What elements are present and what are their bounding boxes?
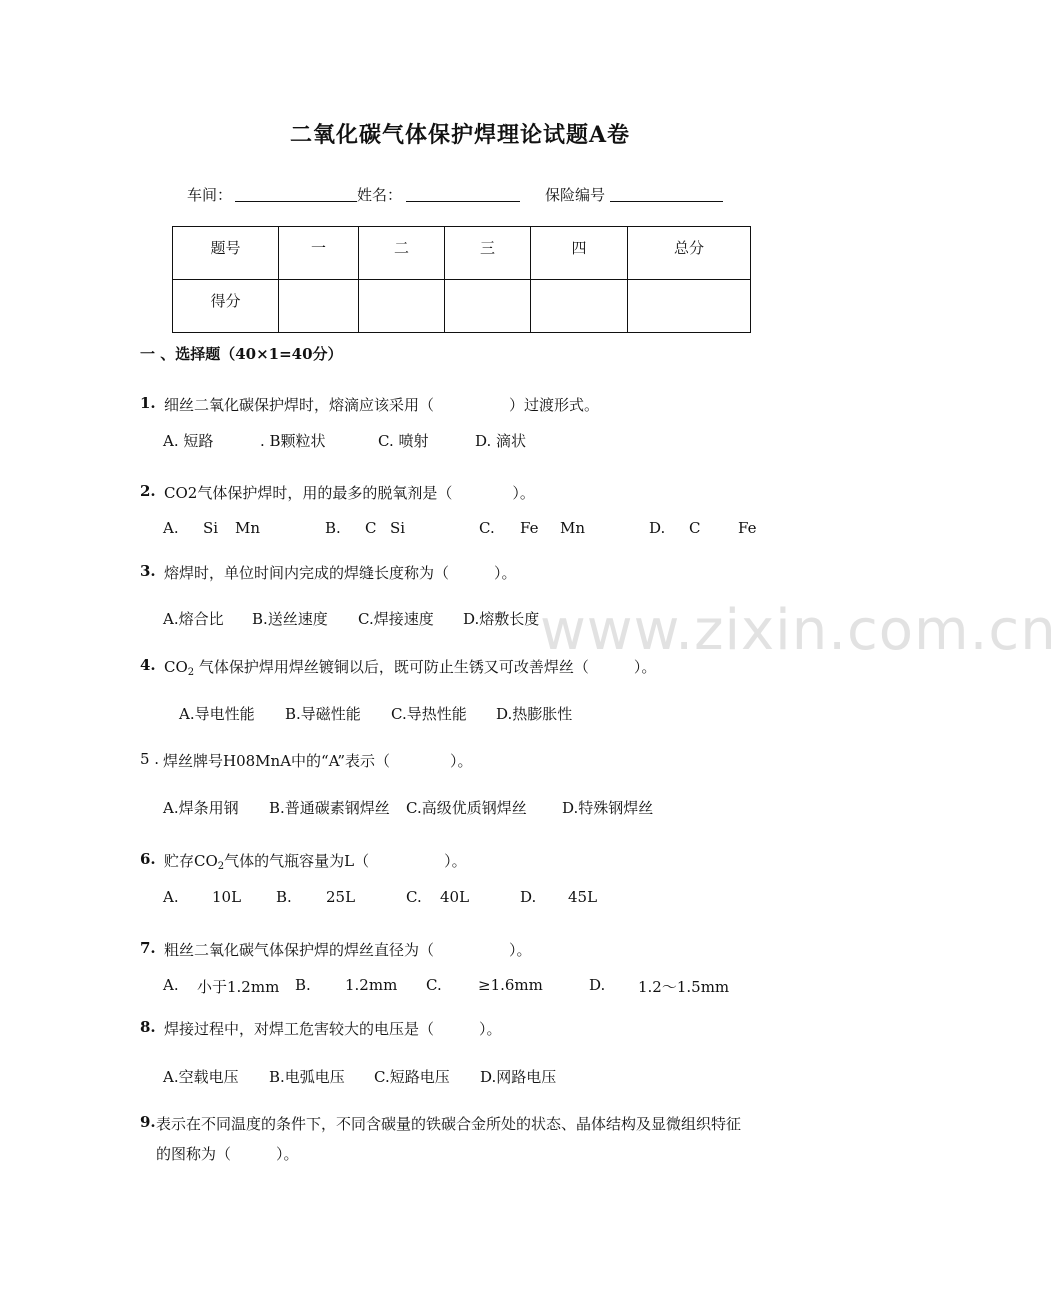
question-text: 粗丝二氧化碳气体保护焊的焊丝直径为（ ）。 — [164, 941, 532, 959]
score-table-score-row — [173, 280, 751, 333]
question-number: 1. — [140, 394, 156, 412]
header-cell: 总分 — [628, 227, 751, 280]
header-cell: 三 — [445, 227, 531, 280]
question-text: 焊丝牌号H08MnA中的“A”表示（ ）。 — [163, 752, 473, 770]
page-title: 二氧化碳气体保护焊理论试题A卷 — [289, 122, 631, 148]
option: A.空载电压 — [163, 1068, 239, 1086]
header-cell: 四 — [531, 227, 628, 280]
option: C.短路电压 — [374, 1068, 450, 1086]
option: B.送丝速度 — [252, 610, 328, 628]
option: D.网路电压 — [480, 1068, 557, 1086]
option: C. — [479, 519, 495, 537]
option: D. 滴状 — [475, 432, 527, 450]
question-2 — [140, 482, 156, 500]
option: 1.2mm — [345, 976, 398, 994]
header-cell: 一 — [279, 227, 359, 280]
score-row-label: 得分 — [173, 280, 279, 333]
question-7 — [140, 939, 156, 957]
option: B. — [276, 888, 292, 906]
option: . B颗粒状 — [260, 432, 326, 450]
text-part: 气体保护焊用焊丝镀铜以后，既可防止生锈又可改善焊丝（ ）。 — [194, 658, 657, 676]
option: C.导热性能 — [391, 705, 467, 723]
insurance-blank[interactable] — [610, 201, 723, 202]
text-part: CO — [164, 658, 188, 676]
workshop-blank[interactable] — [235, 201, 357, 202]
question-text: 焊接过程中，对焊工危害较大的电压是（ ）。 — [164, 1020, 502, 1038]
option: D.热膨胀性 — [496, 705, 573, 723]
name-label: 姓名： — [357, 186, 403, 204]
score-table-header-row — [173, 227, 751, 280]
header-cell: 题号 — [173, 227, 279, 280]
question-number: 8. — [140, 1018, 156, 1036]
question-number: 7. — [140, 939, 156, 957]
option: B. — [325, 519, 341, 537]
option: 40L — [440, 888, 470, 906]
insurance-label: 保险编号 — [545, 186, 606, 204]
score-cell[interactable] — [445, 280, 531, 333]
option: B.普通碳素钢焊丝 — [269, 799, 390, 817]
question-text — [164, 850, 467, 871]
option: B.导磁性能 — [285, 705, 361, 723]
option: 45L — [568, 888, 598, 906]
option: ≥1.6mm — [478, 976, 543, 994]
option: C. 喷射 — [378, 432, 429, 450]
option: A.导电性能 — [179, 705, 255, 723]
question-text: 熔焊时，单位时间内完成的焊缝长度称为（ ）。 — [164, 564, 517, 582]
workshop-label: 车间： — [187, 186, 233, 204]
question-3 — [140, 562, 156, 580]
header-cell: 二 — [359, 227, 445, 280]
option: D.特殊钢焊丝 — [562, 799, 654, 817]
option: C — [689, 519, 701, 537]
option: Mn — [560, 519, 586, 537]
score-cell[interactable] — [359, 280, 445, 333]
option: B.电弧电压 — [269, 1068, 345, 1086]
text-part: 气体的气瓶容量为L（ ）。 — [224, 852, 467, 870]
option: D. — [589, 976, 606, 994]
name-blank[interactable] — [406, 201, 520, 202]
option: 10L — [212, 888, 242, 906]
option: Fe — [738, 519, 757, 537]
option: C — [365, 519, 377, 537]
option: B. — [295, 976, 311, 994]
option: 小于1.2mm — [197, 978, 280, 996]
option: A. — [163, 888, 179, 906]
subscript: 2 — [187, 667, 195, 678]
score-cell[interactable] — [531, 280, 628, 333]
question-text: 表示在不同温度的条件下，不同含碳量的铁碳合金所处的状态、晶体结构及显微组织特征 — [156, 1115, 742, 1133]
question-text — [164, 656, 656, 677]
question-4 — [140, 656, 156, 674]
option: A.熔合比 — [163, 610, 224, 628]
option: C. — [406, 888, 422, 906]
subscript: 2 — [217, 861, 225, 872]
score-cell[interactable] — [628, 280, 751, 333]
question-number: 4. — [140, 656, 156, 674]
question-8 — [140, 1018, 156, 1036]
watermark: www.zixin.com.cn — [540, 598, 1057, 663]
section-title: 一 、选择题（40×1=40分） — [140, 345, 343, 363]
option: D. — [520, 888, 537, 906]
option: A. — [163, 976, 179, 994]
question-1 — [140, 394, 156, 412]
option: C.高级优质钢焊丝 — [406, 799, 527, 817]
question-5 — [140, 750, 159, 768]
question-text: 细丝二氧化碳保护焊时，熔滴应该采用（ ）过渡形式。 — [164, 396, 600, 414]
option: C. — [426, 976, 442, 994]
option: D. — [649, 519, 666, 537]
question-text: CO2气体保护焊时，用的最多的脱氧剂是（ ）。 — [164, 484, 535, 502]
option: 25L — [326, 888, 356, 906]
option: Si — [203, 519, 219, 537]
option: Mn — [235, 519, 261, 537]
option: C.焊接速度 — [358, 610, 434, 628]
option: 1.2～1.5mm — [638, 978, 730, 996]
option: A.焊条用钢 — [163, 799, 239, 817]
option: A. 短路 — [163, 432, 214, 450]
question-9 — [140, 1113, 156, 1131]
option: Si — [390, 519, 406, 537]
text-part: 贮存CO — [164, 852, 218, 870]
question-number: 6. — [140, 850, 156, 868]
question-number: 2. — [140, 482, 156, 500]
option: A. — [163, 519, 179, 537]
question-number: 3. — [140, 562, 156, 580]
option: D.熔敷长度 — [463, 610, 540, 628]
option: Fe — [520, 519, 539, 537]
question-number: 5 . — [140, 750, 160, 768]
score-table — [172, 226, 751, 333]
question-text-line2: 的图称为（ ）。 — [156, 1145, 299, 1163]
score-cell[interactable] — [279, 280, 359, 333]
question-6 — [140, 850, 156, 868]
question-number: 9. — [140, 1113, 156, 1131]
